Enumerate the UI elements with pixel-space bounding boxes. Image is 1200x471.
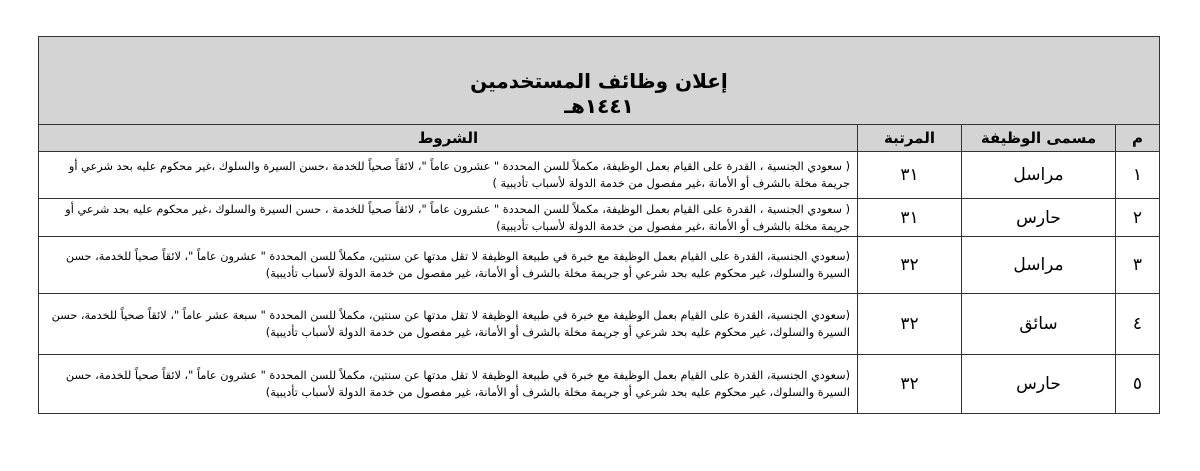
column-header-conditions: الشروط xyxy=(38,125,857,152)
rank-cell: ٣٢ xyxy=(858,237,962,294)
table-row xyxy=(38,199,1159,237)
table-header-row xyxy=(38,125,1159,152)
table-row xyxy=(38,152,1159,199)
conditions-cell: ( سعودي الجنسية ، القدرة على القيام بعمل الوظيفة، مكملاً للسن المحددة " عشرون عاماً "، لائقاً صحياً للخدمة ،حسن السيرة والسلوك ،غير محكوم عليه بحد شرعي أو جريمة مخلة بالشرف أو الأمانة ،غير مفصول من خدمة الدولة لأسباب تأديبية ) xyxy=(38,152,857,199)
row-number: ٢ xyxy=(1116,199,1160,237)
job-title-cell: حارس xyxy=(962,199,1116,237)
rank-cell: ٣١ xyxy=(858,199,962,237)
rank-cell: ٣٢ xyxy=(858,294,962,355)
announcement-header xyxy=(38,37,1159,125)
job-title-cell: حارس xyxy=(962,355,1116,414)
job-title-cell: مراسل xyxy=(962,237,1116,294)
column-header-job-title: مسمى الوظيفة xyxy=(962,125,1116,152)
announcement-year: ١٤٤١هـ xyxy=(564,93,634,118)
conditions-cell: (سعودي الجنسية، القدرة على القيام بعمل الوظيفة مع خبرة في طبيعة الوظيفة لا تقل مدتها عن سنتين، مكملاً للسن المحددة " عشرون عاماً "، لائقاً صحياً للخدمة، حسن السيرة والسلوك، غير محكوم عليه بحد شرعي أو جريمة مخلة بالشرف أو الأمانة، غير مفصول من خدمة الدولة لأسباب تأديبية) xyxy=(38,355,857,414)
row-number: ١ xyxy=(1116,152,1160,199)
job-announcement-document xyxy=(39,36,1160,414)
announcement-title: إعلان وظائف المستخدمين xyxy=(470,68,728,93)
row-number: ٣ xyxy=(1116,237,1160,294)
row-number: ٤ xyxy=(1116,294,1160,355)
conditions-cell: (سعودي الجنسية، القدرة على القيام بعمل الوظيفة مع خبرة في طبيعة الوظيفة لا تقل مدتها عن سنتين، مكملاً للسن المحددة " عشرون عاماً "، لائقاً صحياً للخدمة، حسن السيرة والسلوك، غير محكوم عليه بحد شرعي أو جريمة مخلة بالشرف أو الأمانة، غير مفصول من خدمة الدولة لأسباب تأديبية) xyxy=(38,237,857,294)
column-header-rank: المرتبة xyxy=(858,125,962,152)
job-title-cell: مراسل xyxy=(962,152,1116,199)
table-row xyxy=(38,294,1159,355)
conditions-cell: (سعودي الجنسية، القدرة على القيام بعمل الوظيفة مع خبرة في طبيعة الوظيفة لا تقل مدتها عن سنتين، مكملاً للسن المحددة " سبعة عشر عاماً "، لائقاً صحياً للخدمة، حسن السيرة والسلوك، غير محكوم عليه بحد شرعي أو جريمة مخلة بالشرف أو الأمانة، غير مفصول من خدمة الدولة لأسباب تأديبية) xyxy=(38,294,857,355)
rank-cell: ٣٢ xyxy=(858,355,962,414)
column-header-number: م xyxy=(1116,125,1160,152)
table-row xyxy=(38,237,1159,294)
conditions-cell: ( سعودي الجنسية ، القدرة على القيام بعمل الوظيفة، مكملاً للسن المحددة " عشرون عاماً "، لائقاً صحياً للخدمة ، حسن السيرة والسلوك ،غير محكوم عليه بحد شرعي أو جريمة مخلة بالشرف أو الأمانة ،غير مفصول من خدمة الدولة لأسباب تأديبية) xyxy=(38,199,857,237)
job-title-cell: سائق xyxy=(962,294,1116,355)
table-row xyxy=(38,355,1159,414)
row-number: ٥ xyxy=(1116,355,1160,414)
rank-cell: ٣١ xyxy=(858,152,962,199)
jobs-table xyxy=(38,36,1160,414)
